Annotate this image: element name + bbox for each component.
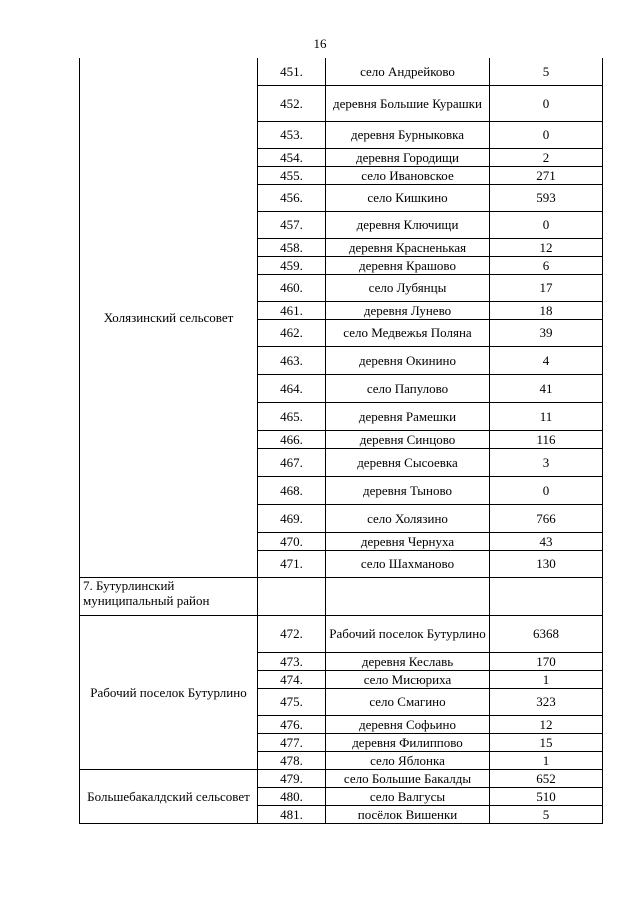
row-number: 459. xyxy=(258,256,326,274)
section-title: 7. Бутурлинский муниципальный район xyxy=(80,577,258,615)
row-number: 464. xyxy=(258,374,326,402)
settlement-name: деревня Синцово xyxy=(326,430,490,448)
population-value: 2 xyxy=(490,148,603,166)
population-value: 766 xyxy=(490,504,603,532)
row-number: 479. xyxy=(258,769,326,787)
settlement-name: деревня Ключищи xyxy=(326,211,490,238)
district-name: Рабочий поселок Бутурлино xyxy=(80,615,258,769)
population-value: 6368 xyxy=(490,615,603,652)
settlement-name: село Папулово xyxy=(326,374,490,402)
population-value: 652 xyxy=(490,769,603,787)
population-value: 170 xyxy=(490,652,603,670)
settlement-name: деревня Кеславь xyxy=(326,652,490,670)
settlement-name: деревня Рамешки xyxy=(326,402,490,430)
district-name: Холязинский сельсовет xyxy=(80,58,258,577)
row-number: 476. xyxy=(258,715,326,733)
settlement-name: деревня Тыново xyxy=(326,476,490,504)
settlement-name: село Большие Бакалды xyxy=(326,769,490,787)
settlement-name: деревня Окинино xyxy=(326,346,490,374)
row-number: 451. xyxy=(258,58,326,85)
row-number: 453. xyxy=(258,121,326,148)
row-number: 480. xyxy=(258,787,326,805)
population-value: 510 xyxy=(490,787,603,805)
row-number: 461. xyxy=(258,301,326,319)
row-number: 475. xyxy=(258,688,326,715)
settlement-name: деревня Крашово xyxy=(326,256,490,274)
settlement-name: деревня Сысоевка xyxy=(326,448,490,476)
population-value: 593 xyxy=(490,184,603,211)
population-value: 271 xyxy=(490,166,603,184)
row-number: 465. xyxy=(258,402,326,430)
settlement-name: деревня Чернуха xyxy=(326,532,490,550)
settlement-name: деревня Софьино xyxy=(326,715,490,733)
settlement-name: село Валгусы xyxy=(326,787,490,805)
settlement-name: село Холязино xyxy=(326,504,490,532)
settlement-name: село Шахманово xyxy=(326,550,490,577)
settlement-name: деревня Большие Курашки xyxy=(326,85,490,121)
population-value: 0 xyxy=(490,476,603,504)
population-value: 41 xyxy=(490,374,603,402)
row-number: 466. xyxy=(258,430,326,448)
settlement-name: село Кишкино xyxy=(326,184,490,211)
empty-cell xyxy=(326,577,490,615)
page-number: 16 xyxy=(313,36,327,51)
settlement-name: село Яблонка xyxy=(326,751,490,769)
table-row xyxy=(80,58,603,85)
population-value: 0 xyxy=(490,121,603,148)
row-number: 462. xyxy=(258,319,326,346)
row-number: 472. xyxy=(258,615,326,652)
population-value: 11 xyxy=(490,402,603,430)
population-value: 5 xyxy=(490,805,603,823)
settlement-name: деревня Бурныковка xyxy=(326,121,490,148)
population-value: 116 xyxy=(490,430,603,448)
settlement-name: село Ивановское xyxy=(326,166,490,184)
row-number: 469. xyxy=(258,504,326,532)
population-value: 43 xyxy=(490,532,603,550)
row-number: 454. xyxy=(258,148,326,166)
row-number: 474. xyxy=(258,670,326,688)
table-row xyxy=(80,769,603,787)
row-number: 463. xyxy=(258,346,326,374)
table-row xyxy=(80,615,603,652)
population-value: 0 xyxy=(490,85,603,121)
settlement-name: Рабочий поселок Бутурлино xyxy=(326,615,490,652)
population-value: 0 xyxy=(490,211,603,238)
row-number: 468. xyxy=(258,476,326,504)
row-number: 457. xyxy=(258,211,326,238)
population-value: 1 xyxy=(490,670,603,688)
population-value: 17 xyxy=(490,274,603,301)
row-number: 452. xyxy=(258,85,326,121)
settlement-name: деревня Лунево xyxy=(326,301,490,319)
population-value: 15 xyxy=(490,733,603,751)
population-value: 12 xyxy=(490,238,603,256)
population-value: 6 xyxy=(490,256,603,274)
row-number: 460. xyxy=(258,274,326,301)
settlement-name: село Мисюриха xyxy=(326,670,490,688)
population-value: 4 xyxy=(490,346,603,374)
empty-cell xyxy=(258,577,326,615)
settlement-name: посёлок Вишенки xyxy=(326,805,490,823)
row-number: 458. xyxy=(258,238,326,256)
section-row xyxy=(80,577,603,615)
settlement-name: село Медвежья Поляна xyxy=(326,319,490,346)
settlement-name: село Лубянцы xyxy=(326,274,490,301)
row-number: 470. xyxy=(258,532,326,550)
row-number: 473. xyxy=(258,652,326,670)
population-value: 39 xyxy=(490,319,603,346)
settlement-name: село Андрейково xyxy=(326,58,490,85)
settlement-name: деревня Филиппово xyxy=(326,733,490,751)
row-number: 481. xyxy=(258,805,326,823)
settlement-name: деревня Городищи xyxy=(326,148,490,166)
population-value: 5 xyxy=(490,58,603,85)
population-value: 130 xyxy=(490,550,603,577)
empty-cell xyxy=(490,577,603,615)
population-value: 18 xyxy=(490,301,603,319)
row-number: 455. xyxy=(258,166,326,184)
row-number: 478. xyxy=(258,751,326,769)
population-value: 1 xyxy=(490,751,603,769)
row-number: 471. xyxy=(258,550,326,577)
settlement-name: деревня Красненькая xyxy=(326,238,490,256)
district-name: Большебакалдский сельсовет xyxy=(80,769,258,823)
settlement-name: село Смагино xyxy=(326,688,490,715)
row-number: 477. xyxy=(258,733,326,751)
row-number: 467. xyxy=(258,448,326,476)
settlements-table xyxy=(79,58,603,824)
row-number: 456. xyxy=(258,184,326,211)
population-value: 12 xyxy=(490,715,603,733)
population-value: 323 xyxy=(490,688,603,715)
population-value: 3 xyxy=(490,448,603,476)
